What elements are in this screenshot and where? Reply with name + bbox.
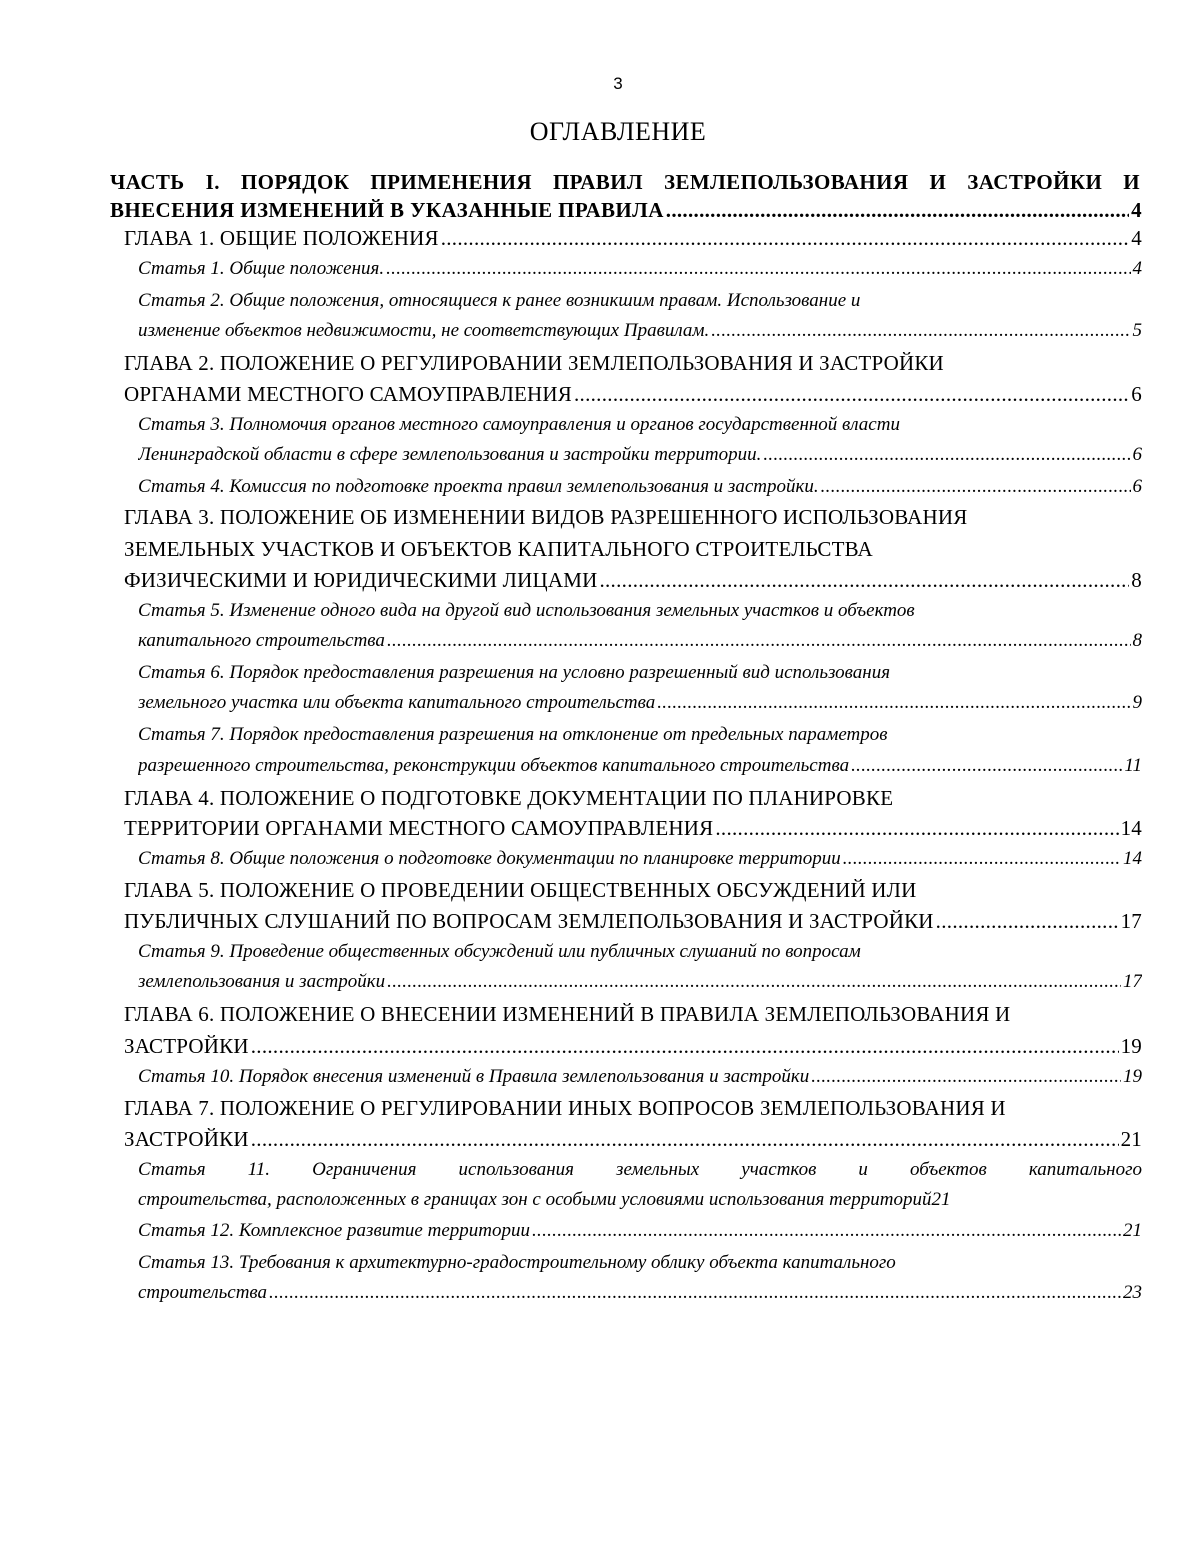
toc-chapter-entry[interactable] xyxy=(124,226,1142,251)
toc-page-number: 4 xyxy=(1131,198,1142,222)
toc-page-number: 14 xyxy=(1120,816,1142,840)
toc-chapter-entry[interactable] xyxy=(124,568,1142,593)
toc-page-number: 6 xyxy=(1132,444,1142,465)
toc-article-entry[interactable] xyxy=(138,1282,1142,1304)
toc-page-number: 6 xyxy=(1132,476,1142,497)
toc-page-number: 19 xyxy=(1120,1034,1142,1058)
toc-chapter-line[interactable]: ГЛАВА 4. ПОЛОЖЕНИЕ О ПОДГОТОВКЕ ДОКУМЕНТАЦИИ ПО ПЛАНИРОВКЕ xyxy=(124,786,894,810)
toc-entry-text: Статья 12. Комплексное развитие территории xyxy=(138,1220,530,1241)
toc-page-number: 6 xyxy=(1131,382,1142,406)
toc-entry-text: ЗАСТРОЙКИ xyxy=(124,1127,249,1151)
toc-article-line[interactable]: строительства, расположенных в границах зон с особыми условиями использования территорий21 xyxy=(138,1189,951,1210)
toc-page-number: 17 xyxy=(1120,909,1142,933)
dot-leader xyxy=(657,692,1130,714)
toc-chapter-line[interactable]: ГЛАВА 2. ПОЛОЖЕНИЕ О РЕГУЛИРОВАНИИ ЗЕМЛЕПОЛЬЗОВАНИЯ И ЗАСТРОЙКИ xyxy=(124,351,944,375)
toc-page-number: 19 xyxy=(1123,1066,1142,1087)
dot-leader xyxy=(269,1282,1121,1304)
toc-article-entry[interactable] xyxy=(138,1220,1142,1242)
dot-leader xyxy=(851,755,1122,777)
dot-leader xyxy=(599,568,1129,593)
toc-chapter-entry[interactable] xyxy=(124,1034,1142,1059)
toc-chapter-line[interactable]: ЗЕМЕЛЬНЫХ УЧАСТКОВ И ОБЪЕКТОВ КАПИТАЛЬНОГО СТРОИТЕЛЬСТВА xyxy=(124,537,873,561)
toc-chapter-line[interactable]: ГЛАВА 3. ПОЛОЖЕНИЕ ОБ ИЗМЕНЕНИИ ВИДОВ РАЗРЕШЕННОГО ИСПОЛЬЗОВАНИЯ xyxy=(124,505,968,529)
toc-entry-text: ФИЗИЧЕСКИМИ И ЮРИДИЧЕСКИМИ ЛИЦАМИ xyxy=(124,568,598,592)
dot-leader xyxy=(387,971,1121,993)
toc-article-line[interactable]: Статья 2. Общие положения, относящиеся к ранее возникшим правам. Использование и xyxy=(138,290,861,311)
toc-entry-text: строительства xyxy=(138,1282,268,1303)
toc-entry-text: ТЕРРИТОРИИ ОРГАНАМИ МЕСТНОГО САМОУПРАВЛЕНИЯ xyxy=(124,816,714,840)
toc-entry-text: земельного участка или объекта капитального строительства xyxy=(138,692,656,713)
toc-entry-text: ЗАСТРОЙКИ xyxy=(124,1034,249,1058)
toc-article-line[interactable]: Статья 13. Требования к архитектурно-градостроительному облику объекта капитального xyxy=(138,1252,896,1273)
toc-entry-text: ВНЕСЕНИЯ ИЗМЕНЕНИЙ В УКАЗАННЫЕ ПРАВИЛА xyxy=(110,198,664,222)
toc-article-line[interactable]: Статья 5. Изменение одного вида на другой вид использования земельных участков и объектов xyxy=(138,600,915,621)
toc-entry-text: ОРГАНАМИ МЕСТНОГО САМОУПРАВЛЕНИЯ xyxy=(124,382,572,406)
toc-article-line[interactable]: Статья 9. Проведение общественных обсуждений или публичных слушаний по вопросам xyxy=(138,941,861,962)
toc-page-number: 21 xyxy=(1120,1127,1142,1151)
toc-page-number: 17 xyxy=(1123,971,1142,992)
toc-entry-text: землепользования и застройки xyxy=(138,971,386,992)
toc-chapter-line[interactable]: ГЛАВА 6. ПОЛОЖЕНИЕ О ВНЕСЕНИИ ИЗМЕНЕНИЙ В ПРАВИЛА ЗЕМЛЕПОЛЬЗОВАНИЯ И xyxy=(124,1002,1011,1026)
toc-entry-text: капитального строительства xyxy=(138,630,385,651)
dot-leader xyxy=(574,382,1129,407)
toc-article-line[interactable]: Статья 11. Ограничения использования земельных участков и объектов капитального xyxy=(138,1159,1142,1180)
toc-page-number: 5 xyxy=(1132,320,1142,341)
dot-leader xyxy=(251,1127,1119,1152)
toc-title: ОГЛАВЛЕНИЕ xyxy=(529,117,707,146)
toc-article-line[interactable]: Статья 3. Полномочия органов местного самоуправления и органов государственной власти xyxy=(138,414,900,435)
toc-entry-text: изменение объектов недвижимости, не соответствующих Правилам. xyxy=(138,320,710,341)
dot-leader xyxy=(763,444,1130,466)
toc-page-number: 9 xyxy=(1132,692,1142,713)
dot-leader xyxy=(386,258,1130,280)
toc-article-entry[interactable] xyxy=(138,320,1142,342)
toc-article-entry[interactable] xyxy=(138,1066,1142,1088)
toc-article-entry[interactable] xyxy=(138,692,1142,714)
toc-page-number: 14 xyxy=(1123,848,1142,869)
toc-entry-text: Статья 1. Общие положения. xyxy=(138,258,385,279)
toc-entry-text: разрешенного строительства, реконструкции объектов капитального строительства xyxy=(138,755,850,776)
toc-chapter-entry[interactable] xyxy=(124,816,1142,841)
toc-page-number: 23 xyxy=(1123,1282,1142,1303)
toc-article-entry[interactable] xyxy=(138,971,1142,993)
toc-entry-text: ПУБЛИЧНЫХ СЛУШАНИЙ ПО ВОПРОСАМ ЗЕМЛЕПОЛЬЗОВАНИЯ И ЗАСТРОЙКИ xyxy=(124,909,934,933)
toc-article-entry[interactable] xyxy=(138,755,1142,777)
toc-entry-text: Статья 4. Комиссия по подготовке проекта правил землепользования и застройки. xyxy=(138,476,819,497)
toc-article-entry[interactable] xyxy=(138,258,1142,280)
toc-chapter-line[interactable]: ГЛАВА 5. ПОЛОЖЕНИЕ О ПРОВЕДЕНИИ ОБЩЕСТВЕННЫХ ОБСУЖДЕНИЙ ИЛИ xyxy=(124,878,917,902)
toc-entry-text: Статья 8. Общие положения о подготовке документации по планировке территории xyxy=(138,848,841,869)
toc-chapter-entry[interactable] xyxy=(124,382,1142,407)
toc-page-number: 4 xyxy=(1132,258,1142,279)
toc-page-number: 8 xyxy=(1131,568,1142,592)
toc-chapter-line[interactable]: ГЛАВА 7. ПОЛОЖЕНИЕ О РЕГУЛИРОВАНИИ ИНЫХ ВОПРОСОВ ЗЕМЛЕПОЛЬЗОВАНИЯ И xyxy=(124,1096,1006,1120)
toc-entry-text: ГЛАВА 1. ОБЩИЕ ПОЛОЖЕНИЯ xyxy=(124,226,439,250)
toc-article-entry[interactable] xyxy=(138,848,1142,870)
toc-chapter-entry[interactable] xyxy=(124,909,1142,934)
dot-leader xyxy=(666,198,1129,223)
dot-leader xyxy=(387,630,1131,652)
dot-leader xyxy=(936,909,1119,934)
dot-leader xyxy=(251,1034,1119,1059)
dot-leader xyxy=(715,816,1118,841)
toc-page-number: 21 xyxy=(1123,1220,1142,1241)
toc-entry-text: Статья 10. Порядок внесения изменений в Правила землепользования и застройки xyxy=(138,1066,810,1087)
dot-leader xyxy=(532,1220,1121,1242)
dot-leader xyxy=(821,476,1131,498)
dot-leader xyxy=(811,1066,1121,1088)
toc-entry-text: Ленинградской области в сфере землепользования и застройки территории. xyxy=(138,444,762,465)
toc-part-entry[interactable] xyxy=(110,198,1142,223)
toc-article-entry[interactable] xyxy=(138,444,1142,466)
toc-article-line[interactable]: Статья 7. Порядок предоставления разрешения на отклонение от предельных параметров xyxy=(138,724,888,745)
toc-page-number: 11 xyxy=(1124,755,1142,776)
page-number: 3 xyxy=(613,74,623,93)
toc-page-number: 4 xyxy=(1131,226,1142,250)
toc-part-heading[interactable]: ЧАСТЬ I. ПОРЯДОК ПРИМЕНЕНИЯ ПРАВИЛ ЗЕМЛЕПОЛЬЗОВАНИЯ И ЗАСТРОЙКИ И xyxy=(110,170,1140,194)
toc-article-entry[interactable] xyxy=(138,630,1142,652)
dot-leader xyxy=(711,320,1130,342)
dot-leader xyxy=(441,226,1130,251)
toc-article-entry[interactable] xyxy=(138,476,1142,498)
toc-chapter-entry[interactable] xyxy=(124,1127,1142,1152)
dot-leader xyxy=(843,848,1121,870)
toc-page-number: 8 xyxy=(1132,630,1142,651)
toc-article-line[interactable]: Статья 6. Порядок предоставления разрешения на условно разрешенный вид использования xyxy=(138,662,891,683)
